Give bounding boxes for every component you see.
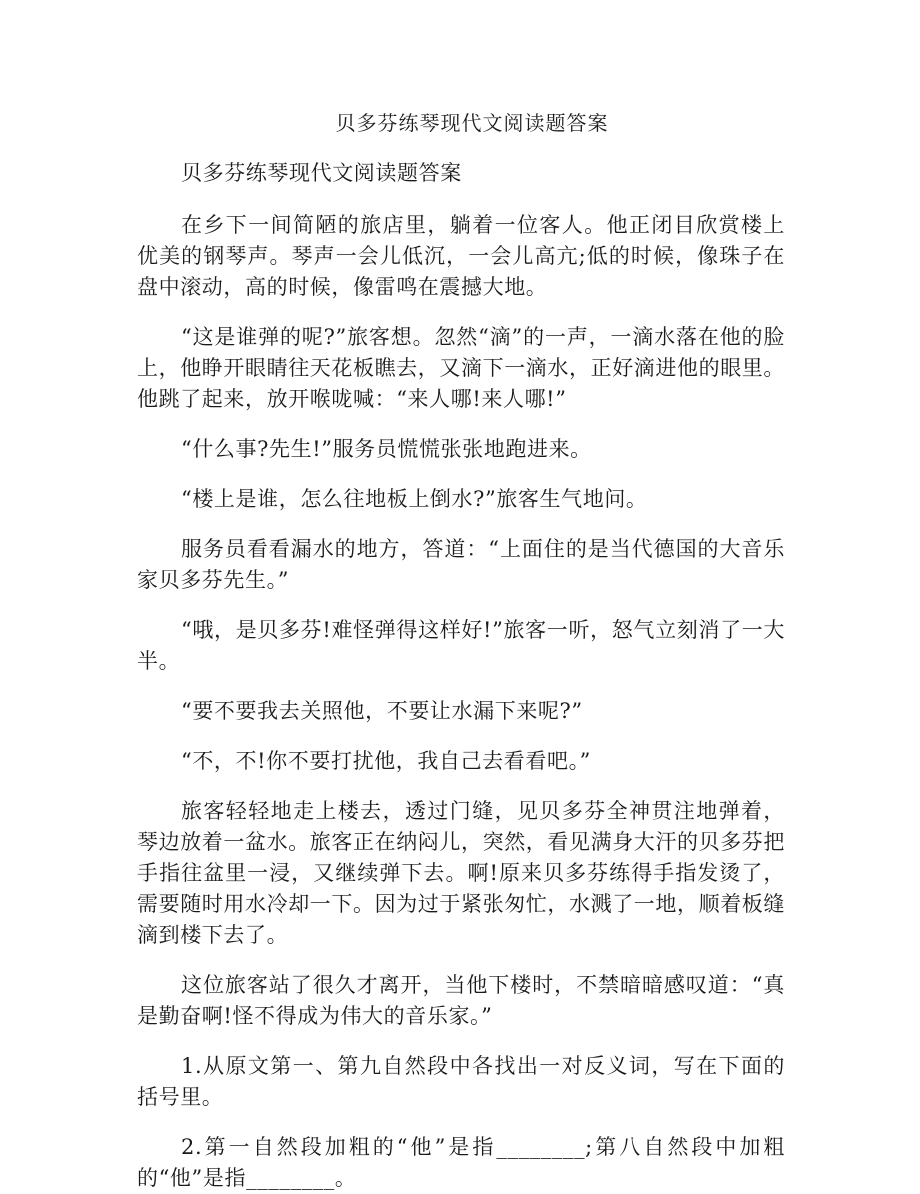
paragraph-3: “什么事?先生!”服务员慌慌张张地跑进来。 xyxy=(181,437,592,461)
question-1: 1.从原文第一、第九自然段中各找出一对反义词，写在下面的括号里。 xyxy=(137,1054,785,1109)
paragraph-5: 服务员看看漏水的地方，答道：“上面住的是当代德国的大音乐家贝多芬先生。” xyxy=(137,537,785,592)
paragraph-6: “哦，是贝多芬!难怪弹得这样好!”旅客一听，怒气立刻消了一大半。 xyxy=(137,618,785,673)
page-title: 贝多芬练琴现代文阅读题答案 xyxy=(335,111,609,135)
paragraph-9: 旅客轻轻地走上楼去，透过门缝，见贝多芬全神贯注地弹着，琴边放着一盆水。旅客正在纳闷儿，突然，看见满身大汗的贝多芬把手指往盆里一浸，又继续弹下去。啊!原来贝多芬练得手指发烫了，需要随时用水冷却一下。因为过于紧张匆忙，水溅了一地，顺着板缝滴到楼下去了。 xyxy=(137,799,785,947)
paragraph-1: 在乡下一间简陋的旅店里，躺着一位客人。他正闭目欣赏楼上优美的钢琴声。琴声一会儿低沉，一会儿高亢;低的时候，像珠子在盘中滚动，高的时候，像雷鸣在震撼大地。 xyxy=(137,213,785,299)
paragraph-8: “不，不!你不要打扰他，我自己去看看吧。” xyxy=(181,749,592,773)
paragraph-10: 这位旅客站了很久才离开，当他下楼时，不禁暗暗感叹道：“真是勤奋啊!怪不得成为伟大的音乐家。” xyxy=(137,973,785,1028)
paragraph-7: “要不要我去关照他，不要让水漏下来呢?” xyxy=(181,699,583,723)
paragraph-4: “楼上是谁，怎么往地板上倒水?”旅客生气地问。 xyxy=(181,487,648,511)
subtitle: 贝多芬练琴现代文阅读题答案 xyxy=(181,161,462,185)
paragraph-2: “这是谁弹的呢?”旅客想。忽然“滴”的一声，一滴水落在他的脸上，他睁开眼睛往天花板瞧去，又滴下一滴水，正好滴进他的眼里。他跳了起来，放开喉咙喊：“来人哪!来人哪!” xyxy=(137,325,785,411)
question-2: 2.第一自然段加粗的“他”是指________;第八自然段中加粗的“他”是指________。 xyxy=(137,1135,785,1190)
